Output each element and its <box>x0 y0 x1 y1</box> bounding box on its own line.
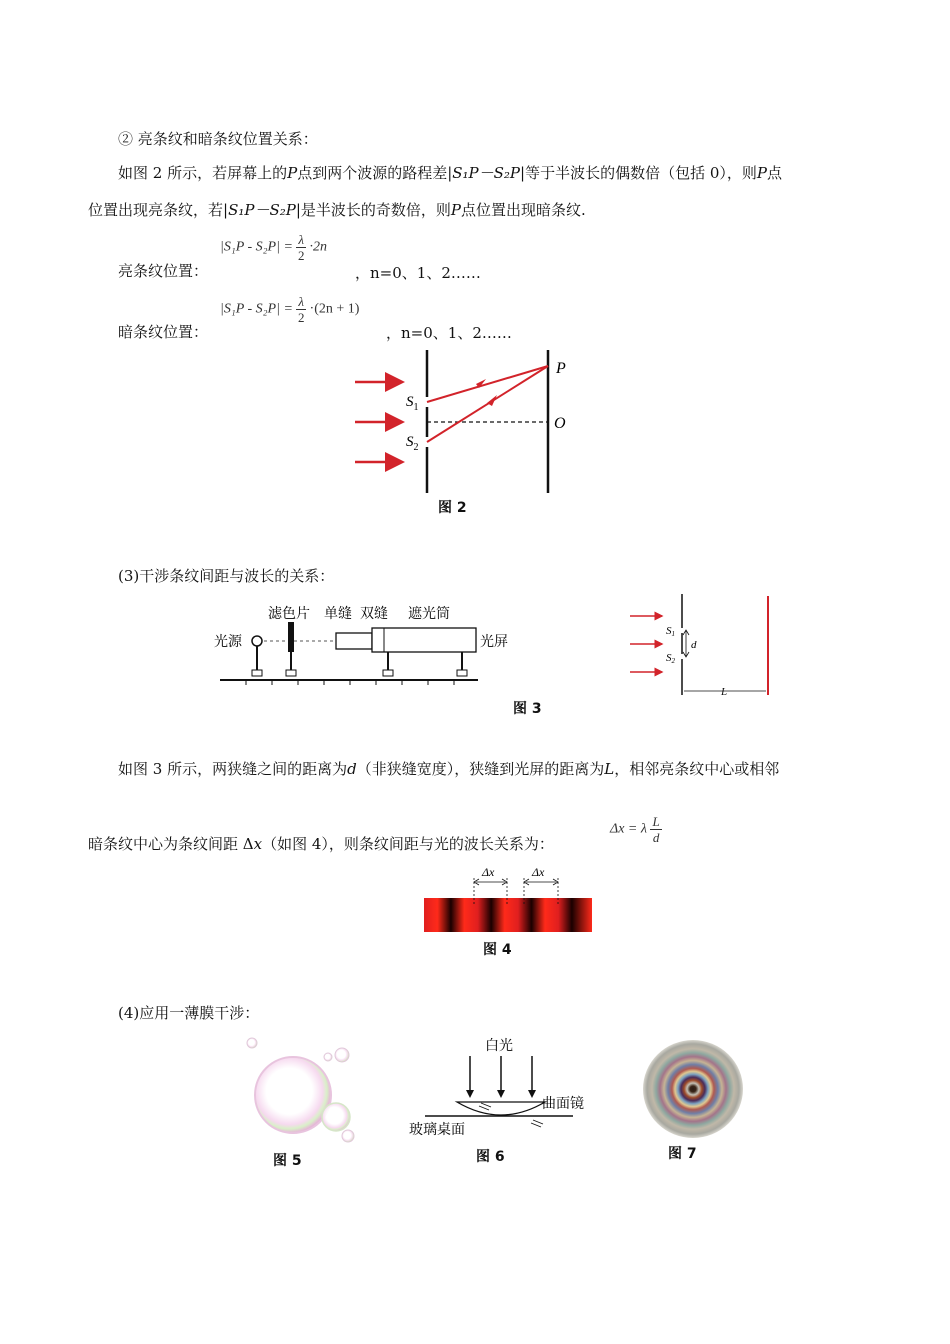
bubble <box>342 1130 354 1142</box>
label-single-slit: 单缝 <box>324 607 352 622</box>
label-l: L <box>721 686 728 698</box>
bubble <box>322 1103 350 1131</box>
light-tube <box>372 628 476 652</box>
figure-3-caption: 图 3 <box>513 701 542 717</box>
figure-4-caption: 图 4 <box>483 942 512 958</box>
label-p: P <box>556 360 566 377</box>
paragraph-line-2: 位置出现亮条纹，若|S₁P－S₂P|是半波长的奇数倍，则P点位置出现暗条纹. <box>88 201 586 219</box>
bright-position-label: 亮条纹位置： <box>118 262 209 280</box>
bright-n-values: ，n=0、1、2…… <box>355 264 481 282</box>
dark-position-formula: |S₁P - S₂P| = $\frac{\lambda}{2}$ ·(2n + 1) <box>220 294 360 325</box>
label-light-source: 光源 <box>214 635 242 650</box>
label-d: d <box>691 639 697 651</box>
figure-2-double-slit-diagram <box>340 345 580 500</box>
figure-5-soap-bubbles-image <box>238 1033 368 1148</box>
filter <box>288 622 294 652</box>
paragraph-line-1: 如图 2 所示，若屏幕上的P点到两个波源的路程差|S₁P－S₂P|等于半波长的偶数倍（包括 0），则P点 <box>118 164 782 182</box>
figure-4-fringe-pattern <box>420 860 596 936</box>
bright-position-formula: |S₁P - S₂P| = $\frac{\lambda}{2}$ ·2n <box>220 232 328 263</box>
figure-3-apparatus-diagram <box>212 600 512 690</box>
label-light-tube: 遮光筒 <box>408 607 450 622</box>
label-dx-2: Δx <box>532 865 545 879</box>
figure-7-caption: 图 7 <box>668 1146 697 1162</box>
svg-text:S2: S2 <box>666 652 675 665</box>
paragraph-fig3-line-2: 暗条纹中心为条纹间距 Δx（如图 4），则条纹间距与光的波长关系为： <box>88 835 554 853</box>
figure-6-caption: 图 6 <box>476 1149 505 1165</box>
section-heading-2: ② 亮条纹和暗条纹位置关系： <box>118 130 318 148</box>
fringe-spacing-formula: Δx = λ $\frac{L}{d}$ <box>610 814 660 845</box>
ray-s1-p <box>427 366 548 402</box>
section-heading-3: (3)干涉条纹间距与波长的关系： <box>118 567 335 585</box>
bubble <box>335 1048 349 1062</box>
svg-text:S1: S1 <box>666 625 675 638</box>
label-dx-1: Δx <box>482 865 495 879</box>
single-slit-tube <box>336 633 372 649</box>
label-s2: $S_2$ <box>406 434 419 453</box>
bubble <box>247 1038 257 1048</box>
interference-fringes <box>424 898 592 932</box>
label-filter: 滤色片 <box>268 607 310 622</box>
dark-n-values: ，n=0、1、2…… <box>386 324 512 342</box>
section-heading-4: (4)应用一薄膜干涉： <box>118 1004 260 1022</box>
newton-rings <box>643 1040 743 1138</box>
label-glass-table: 玻璃桌面 <box>409 1123 465 1138</box>
label-light-screen: 光屏 <box>480 635 508 650</box>
label-o: O <box>554 415 566 432</box>
figure-3-geometry-diagram <box>622 592 782 702</box>
figure-2-caption: 图 2 <box>438 500 467 516</box>
label-s1: $S_1$ <box>406 394 419 413</box>
light-source <box>252 636 262 646</box>
label-curved-mirror: 曲面镜 <box>542 1097 584 1112</box>
bubble <box>255 1057 331 1133</box>
curved-lens <box>457 1102 545 1115</box>
ray-s2-p <box>427 366 548 442</box>
figure-5-caption: 图 5 <box>273 1153 302 1169</box>
figure-7-newton-rings-image <box>640 1037 750 1141</box>
label-double-slit: 双缝 <box>360 607 388 622</box>
dark-position-label: 暗条纹位置： <box>118 323 209 341</box>
figure-6-newton-ring-setup <box>405 1032 595 1142</box>
label-white-light: 白光 <box>485 1039 513 1054</box>
paragraph-fig3-line-1: 如图 3 所示，两狭缝之间的距离为d（非狭缝宽度），狭缝到光屏的距离为L，相邻亮条纹中心或相邻 <box>118 760 780 778</box>
